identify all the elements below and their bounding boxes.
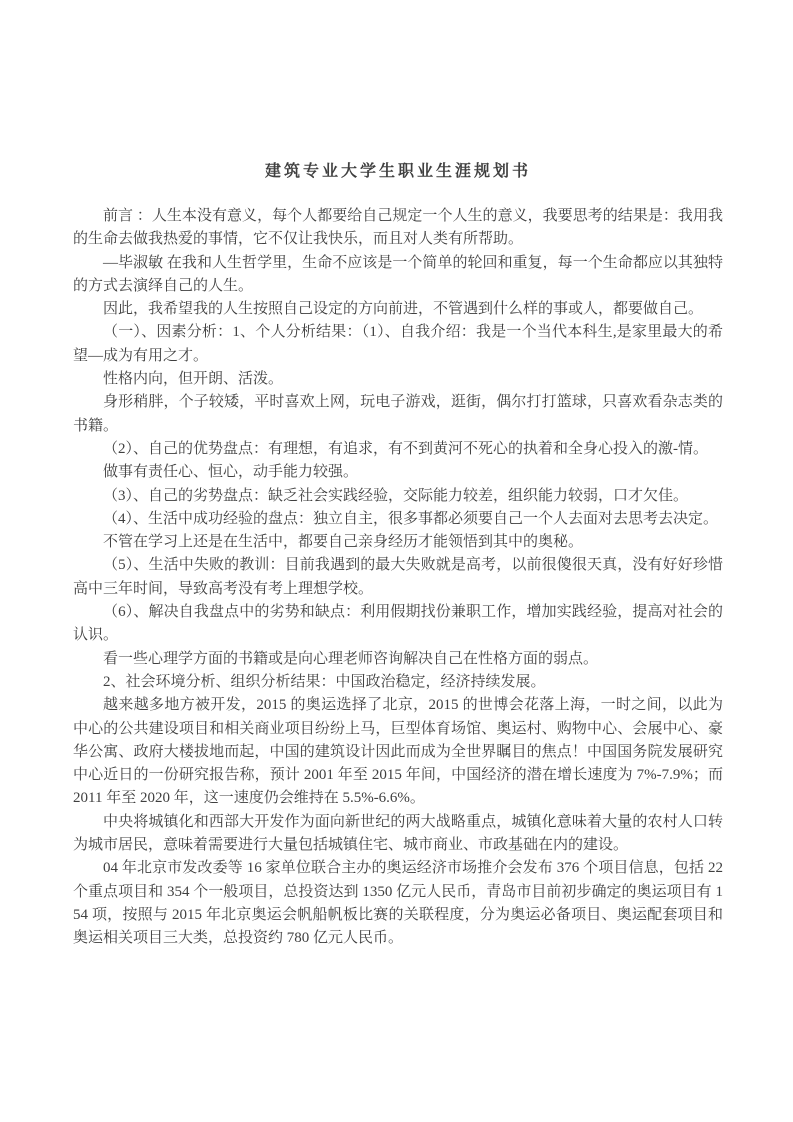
paragraph: 身形稍胖，个子较矮，平时喜欢上网，玩电子游戏，逛街，偶尔打打篮球，只喜欢看杂志类的书籍。 [73,394,723,434]
paragraph: 做事有责任心、恒心，动手能力较强。 [103,464,359,481]
document-title: 建筑专业大学生职业生涯规划书 [264,163,531,180]
paragraph: 中央将城镇化和西部大开发作为面向新世纪的两大战略重点，城镇化意味着大量的农村人口转为城市居民，意味着需要进行大量包括城镇住宅、城市商业、市政基础在内的建设。 [73,813,723,854]
paragraph: 2、社会环境分析、组织分析结果：中国政治稳定，经济持续发展。 [103,673,546,690]
paragraph: （4）、生活中成功经验的盘点：独立自主，很多事都必须要自己一个人去面对去思考去决定。 [103,510,719,527]
paragraph: 不管在学习上还是在生活中，都要自己亲身经历才能领悟到其中的奥秘。 [103,534,584,551]
paragraph: （2）、自己的优势盘点：有理想，有追求，有不到黄河不死心的执着和全身心投入的激-情。 [103,440,708,457]
paragraph: （5）、生活中失败的教训：目前我遇到的最大失败就是高考，以前很傻很天真，没有好好珍惜高中三年时间，导致高考没有考上理想学校。 [73,557,723,597]
paragraph: 越来越多地方被开发，2015 的奥运选择了北京，2015 的世博会花落上海，一时之间，以此为中心的公共建设项目和相关商业项目纷纷上马，巨型体育场馆、奥运村、购物中心、会展中心、豪华公寓、政府大楼拔地而起，中国的建筑设计因此而成为全世界瞩目的焦点！中国国务院发展研究中心近日的一份研究报告称，预计 2001 年至 2015 年间，中国经济的潜在增长速度为 7%-7.9%；而 2011 年至 2020 年，这一速度仍会维持在 5.5%-6.6%。 [73,697,723,807]
document-body [73,205,723,951]
paragraph: （3）、自己的劣势盘点：缺乏社会实践经验，交际能力较差，组织能力较弱，口才欠佳。 [103,487,689,504]
paragraph: （6）、解决自我盘点中的劣势和缺点：利用假期找份兼职工作，增加实践经验，提高对社会的认识。 [73,604,723,644]
paragraph: —毕淑敏 在我和人生哲学里，生命不应该是一个简单的轮回和重复，每一个生命都应以其独特的方式去演绎自己的人生。 [73,254,723,294]
paragraph: （一）、因素分析：1、个人分析结果：（1）、自我介绍：我是一个当代本科生,是家里最大的希望—成为有用之才。 [73,324,723,364]
paragraph: 04 年北京市发改委等 16 家单位联合主办的奥运经济市场推介会发布 376 个项目信息，包括 22 个重点项目和 354 个一般项目，总投资达到 1350 亿元人民币，青岛市目前初步确定的奥运项目有 154 项，按照与 2015 年北京奥运会帆船帆板比赛的关联程度，分为奥运必备项目、奥运配套项目和奥运相关项目三大类，总投资约 780 亿元人民币。 [73,860,723,947]
paragraph: 因此，我希望我的人生按照自己设定的方向前进，不管遇到什么样的事或人，都要做自己。 [103,301,704,318]
paragraph: 前言 ：人生本没有意义，每个人都要给自己规定一个人生的意义，我要思考的结果是：我用我的生命去做我热爱的事情，它不仅让我快乐，而且对人类有所帮助。 [73,208,723,248]
paragraph: 看一些心理学方面的书籍或是向心理老师咨询解决自己在性格方面的弱点。 [103,650,599,667]
paragraph: 性格内向，但开朗、活泼。 [103,371,284,388]
